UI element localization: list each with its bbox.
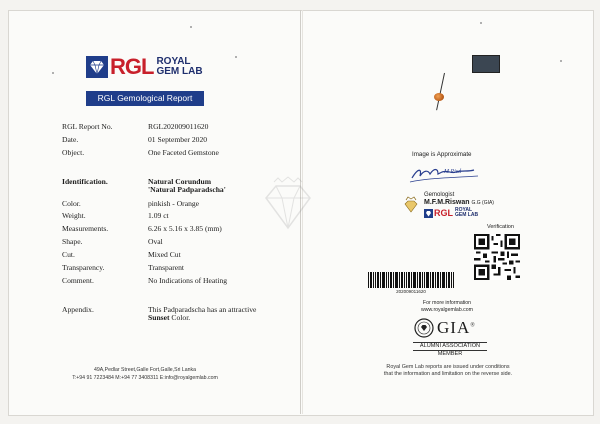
gemologist-signature: [408, 164, 490, 186]
gemologist-block: Gemologist M.F.M.Riswan G.G (GIA): [424, 192, 494, 206]
website-link[interactable]: www.royalgemlab.com: [421, 306, 473, 313]
gia-logo: GIA®: [414, 318, 476, 338]
diamond-watermark-icon: [258, 176, 318, 236]
royal-gem-lab-logo: [86, 54, 203, 80]
diamond-logo-icon: [86, 56, 108, 78]
lab-address: 49A,Pedlar Street,Galle Fort,Galle,Sri Lanka T:+94 91 7223484 M:+94 77 3408311 E:info@royalgemlab.com: [72, 367, 218, 381]
report-barcode: [368, 272, 454, 288]
barcode-number: 202009011620: [396, 289, 426, 294]
image-caption: Image is Approximate: [412, 151, 472, 158]
rgl-small-logo: RGL ROYAL GEM LAB: [424, 208, 478, 218]
crown-diamond-icon: [402, 195, 420, 215]
logo-royal-text: ROYAL GEM LAB: [156, 56, 203, 77]
disclaimer-note: Royal Gem Lab reports are issued under conditions that the information and limitation on the reverse side.: [383, 364, 513, 377]
gia-alumni-member: ALUMNI ASSOCIATION MEMBER: [413, 342, 487, 358]
gemstone-image: [434, 93, 444, 101]
gia-emblem-icon: [414, 318, 434, 338]
logo-rgl-text: RGL: [110, 54, 154, 79]
verification-qr-code[interactable]: [474, 234, 520, 280]
more-info: For more information www.royalgemlab.com: [402, 300, 492, 313]
signature-text: M Risd: [444, 169, 462, 175]
scale-box: [472, 55, 500, 73]
verification-label: Verification: [487, 224, 514, 230]
small-diamond-icon: [424, 209, 433, 218]
report-title-banner: RGL Gemological Report: [86, 91, 204, 106]
